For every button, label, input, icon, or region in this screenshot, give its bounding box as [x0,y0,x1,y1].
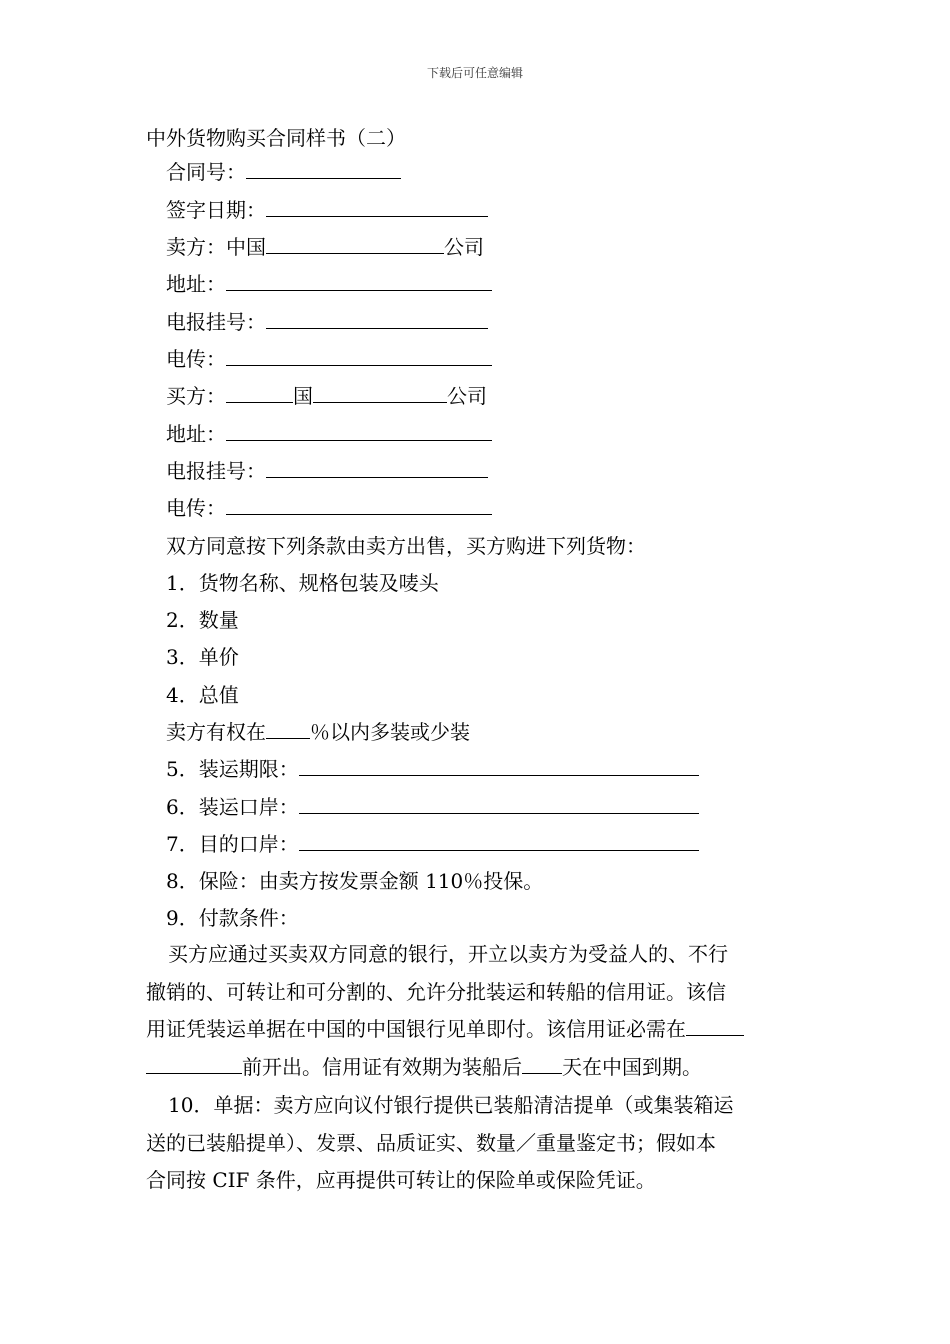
clause-3: 3．单价 [166,645,239,669]
payment-line-1: 买方应通过买卖双方同意的银行，开立以卖方为受益人的、不行 [168,942,728,966]
clause-4: 4．总值 [166,683,239,707]
seller-telegraph-blank [266,308,488,329]
buyer-telegraph-label: 电报挂号： [166,459,266,483]
buyer-telegraph-line [166,457,488,485]
lc-validity-days-blank [522,1053,562,1074]
tolerance-label: 卖方有权在 [166,720,266,744]
tolerance-blank [266,718,310,739]
shipment-period-blank [299,755,699,776]
seller-line [166,233,484,261]
contract-number-label: 合同号： [166,160,246,184]
shipment-period-label: 5．装运期限： [166,757,299,781]
buyer-address-blank [226,420,492,441]
seller-telex-blank [226,345,492,366]
payment-line-2: 撤销的、可转让和可分割的、允许分批装运和转船的信用证。该信 [146,979,726,1004]
clause-1: 1．货物名称、规格包装及唛头 [166,571,439,595]
sign-date-blank [266,196,488,217]
seller-address-line [166,270,492,298]
clause-6 [166,793,699,821]
loading-port-label: 6．装运口岸： [166,795,299,819]
payment-line-3 [146,1011,808,1049]
payment-line-4-text-a: 前开出。信用证有效期为装船后 [242,1054,522,1079]
tolerance-line [166,718,470,746]
payment-line-4-text-b: 天在中国到期。 [562,1054,702,1079]
tolerance-suffix: ％以内多装或少装 [310,720,470,744]
sign-date-label: 签字日期： [166,198,266,222]
payment-line-3-text: 用证凭装运单据在中国的中国银行见单即付。该信用证必需在 [146,1017,686,1041]
contract-number-blank [246,158,401,179]
clause-8: 8．保险：由卖方按发票金额 110％投保。 [166,869,544,893]
seller-company-suffix: 公司 [444,235,484,259]
buyer-address-line [166,420,492,448]
seller-address-blank [226,270,492,291]
clause-5 [166,755,699,783]
documents-line-2: 送的已装船提单）、发票、品质证实、数量／重量鉴定书；假如本 [146,1130,716,1155]
intro-text: 双方同意按下列条款由卖方出售，买方购进下列货物： [166,534,646,558]
seller-telex-line [166,345,492,373]
buyer-telex-label: 电传： [166,496,226,520]
buyer-line [166,382,487,410]
buyer-address-label: 地址： [166,422,226,446]
document-title: 中外货物购买合同样书（二） [146,126,406,150]
buyer-label: 买方： [166,384,226,408]
seller-address-label: 地址： [166,272,226,296]
buyer-telegraph-blank [266,457,488,478]
contract-number-line [166,158,401,186]
buyer-telex-blank [226,494,492,515]
destination-port-label: 7．目的口岸： [166,832,299,856]
buyer-telex-line [166,494,492,522]
page-header: 下载后可任意编辑 [426,66,523,80]
clause-2: 2．数量 [166,608,239,632]
payment-line-4 [146,1049,808,1087]
seller-telex-label: 电传： [166,347,226,371]
loading-port-blank [299,793,699,814]
buyer-country-blank [226,382,293,403]
buyer-name-blank [313,382,447,403]
clause-9: 9．付款条件： [166,906,299,930]
buyer-company-suffix: 公司 [447,384,487,408]
payment-terms-paragraph [146,936,808,1086]
lc-open-date-blank-b [146,1053,242,1074]
seller-telegraph-line [166,308,488,336]
documents-paragraph [146,1087,808,1200]
documents-line-1: 10．单据：卖方应向议付银行提供已装船清洁提单（或集装箱运 [168,1093,734,1117]
documents-line-3: 合同按 CIF 条件，应再提供可转让的保险单或保险凭证。 [146,1168,656,1192]
clause-7 [166,830,699,858]
destination-port-blank [299,830,699,851]
sign-date-line [166,196,488,224]
seller-telegraph-label: 电报挂号： [166,310,266,334]
seller-name-blank [266,233,444,254]
seller-label: 卖方：中国 [166,235,266,259]
lc-open-date-blank-a [686,1015,744,1036]
buyer-country-suffix: 国 [293,384,313,408]
